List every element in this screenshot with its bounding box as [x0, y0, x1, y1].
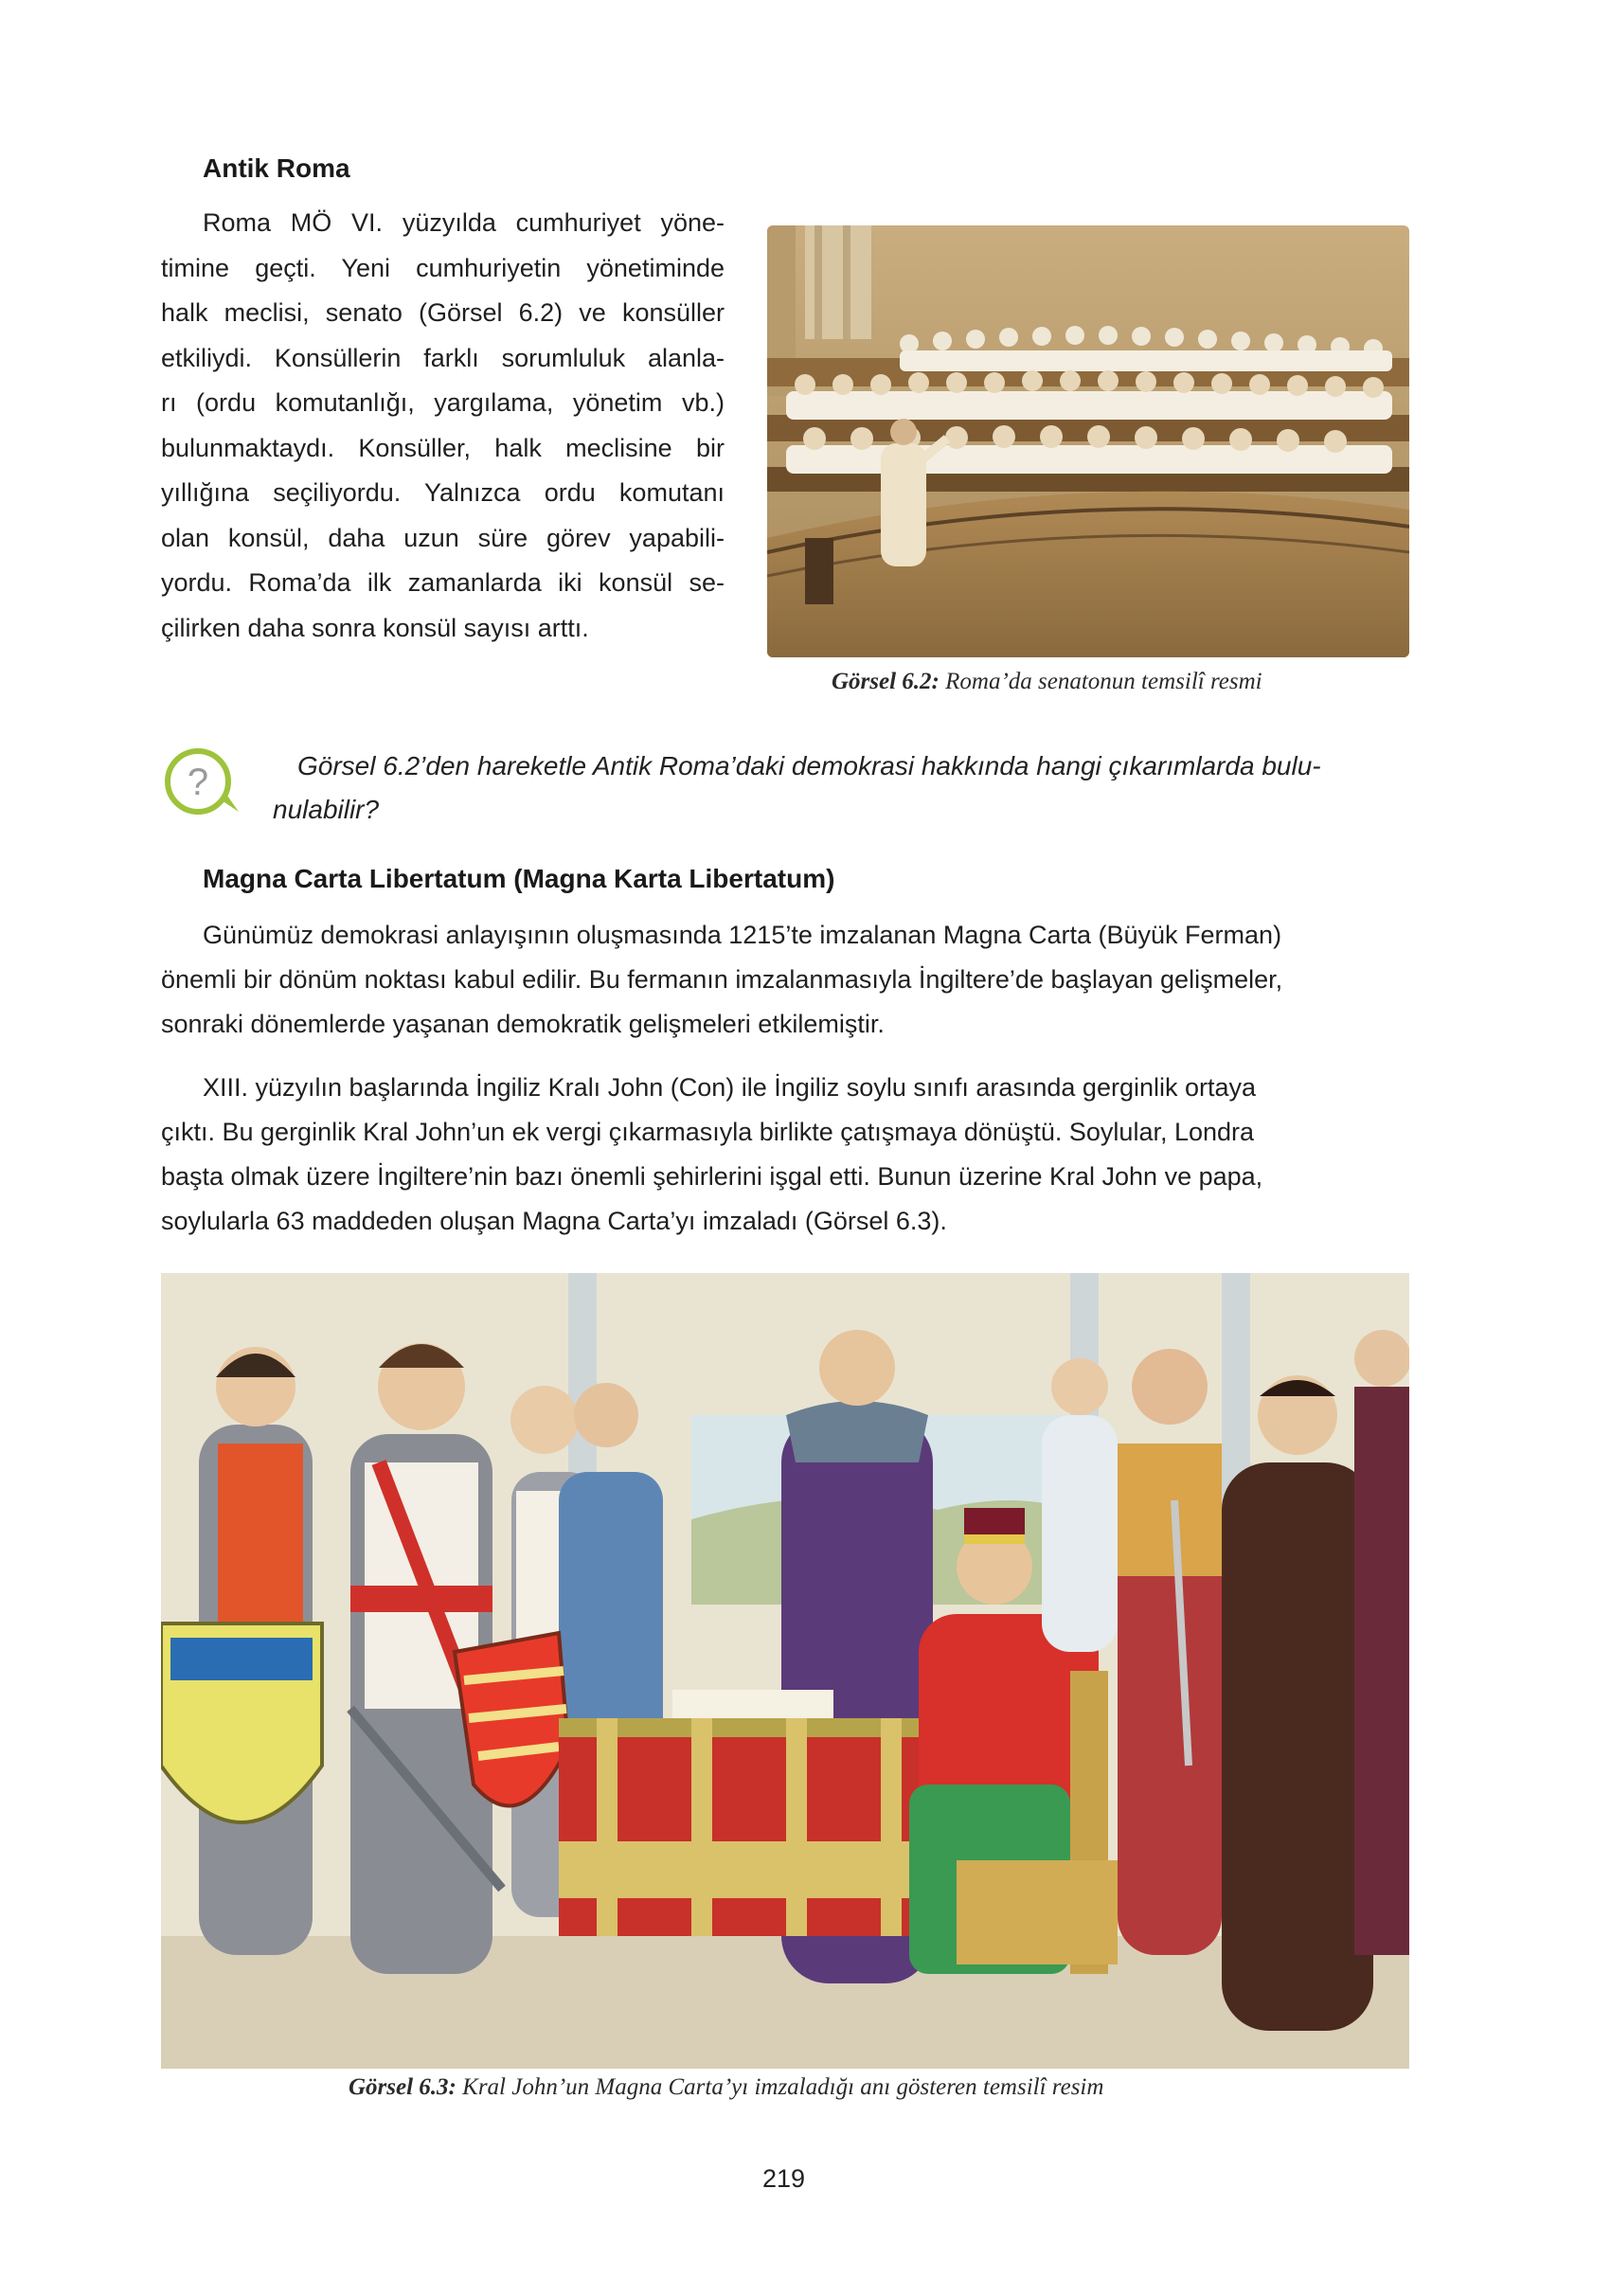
figure-caption-6-3	[349, 2074, 1103, 2101]
paragraph-line: bulunmaktaydı. Konsüller, halk meclisine bir	[161, 433, 725, 462]
paragraph-line: yordu. Roma’da ilk zamanlarda iki konsül se-	[161, 568, 725, 597]
caption-label: Görsel 6.2:	[832, 669, 940, 694]
question-line-1: Görsel 6.2’den hareketle Antik Roma’daki demokrasi hakkında hangi çıkarımlarda bulu-	[297, 751, 1321, 780]
question-line-2: nulabilir?	[273, 795, 380, 824]
paragraph-line: başta olmak üzere İngiltere’nin bazı önemli şehirlerini işgal etti. Bunun üzerine Kral John ve papa,	[161, 1162, 1263, 1191]
magna-carta-paragraph-1	[161, 913, 1407, 1047]
paragraph-line: önemli bir dönüm noktası kabul edilir. Bu fermanın imzalanmasıyla İngiltere’de başlayan gelişmeler,	[161, 965, 1283, 994]
paragraph-line: sonraki dönemlerde yaşanan demokratik gelişmeleri etkilemiştir.	[161, 1010, 885, 1038]
paragraph-line: olan konsül, daha uzun süre görev yapabili-	[161, 523, 725, 552]
caption-text: Roma’da senatonun temsilî resmi	[939, 669, 1262, 694]
section-title-antik-roma: Antik Roma	[203, 153, 350, 183]
paragraph-line: halk meclisi, senato (Görsel 6.2) ve konsüller	[161, 298, 725, 327]
magna-carta-image	[161, 1273, 1409, 2069]
roman-senate-image	[767, 225, 1409, 657]
magna-carta-paragraph-2	[161, 1066, 1407, 1244]
paragraph-line: timine geçti. Yeni cumhuriyetin yönetiminde	[161, 253, 725, 282]
question-symbol: ?	[187, 762, 209, 803]
section-title-magna-carta: Magna Carta Libertatum (Magna Karta Libertatum)	[203, 864, 835, 893]
figure-caption-6-2	[832, 669, 1262, 695]
paragraph-line: etkiliydi. Konsüllerin farklı sorumluluk alanla-	[161, 343, 725, 372]
caption-text: Kral John’un Magna Carta’yı imzaladığı anı gösteren temsilî resim	[456, 2074, 1104, 2100]
paragraph-line: soylularla 63 maddeden oluşan Magna Carta’yı imzaladı (Görsel 6.3).	[161, 1207, 947, 1235]
paragraph-line: XIII. yüzyılın başlarında İngiliz Kralı John (Con) ile İngiliz soylu sınıfı arasında gerginlik ortaya	[203, 1073, 1257, 1102]
paragraph-line: çıktı. Bu gerginlik Kral John’un ek vergi çıkarmasıyla birlikte çatışmaya dönüştü. Soylular, Londra	[161, 1118, 1255, 1146]
question-mark-icon	[163, 745, 225, 808]
paragraph-line: çilirken daha sonra konsül sayısı arttı.	[161, 613, 589, 642]
paragraph-line: Roma MÖ VI. yüzyılda cumhuriyet yöne-	[203, 208, 725, 237]
antik-roma-paragraph	[161, 201, 725, 651]
paragraph-line: yıllığına seçiliyordu. Yalnızca ordu komutanı	[161, 478, 725, 507]
caption-label: Görsel 6.3:	[349, 2074, 456, 2100]
paragraph-line: Günümüz demokrasi anlayışının oluşmasında 1215’te imzalanan Magna Carta (Büyük Ferman)	[203, 921, 1282, 949]
page-number: 219	[762, 2164, 806, 2193]
paragraph-line: rı (ordu komutanlığı, yargılama, yönetim vb.)	[161, 388, 725, 417]
